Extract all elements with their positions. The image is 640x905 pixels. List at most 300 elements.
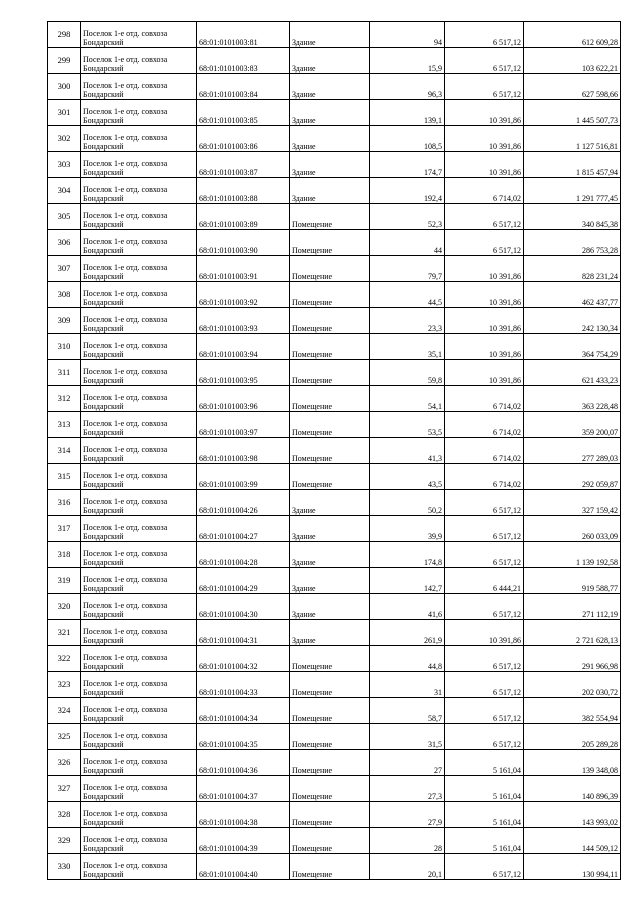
address-cell bbox=[81, 74, 197, 100]
address-line-2: Бондарский bbox=[83, 714, 124, 723]
cadastral-value-cell: 205 289,28 bbox=[524, 724, 621, 750]
row-number-cell: 319 bbox=[48, 568, 81, 594]
address-cell bbox=[81, 776, 197, 802]
cadastral-value-cell: 1 139 192,58 bbox=[524, 542, 621, 568]
address-line-2: Бондарский bbox=[83, 532, 124, 541]
cadastral-value-cell: 2 721 628,13 bbox=[524, 620, 621, 646]
cadastral-value-cell: 828 231,24 bbox=[524, 256, 621, 282]
cadastral-number-cell: 68:01:0101003:87 bbox=[197, 152, 290, 178]
address-cell bbox=[81, 828, 197, 854]
area-cell: 31 bbox=[370, 672, 445, 698]
area-cell: 44,5 bbox=[370, 282, 445, 308]
address-cell bbox=[81, 100, 197, 126]
area-cell: 15,9 bbox=[370, 48, 445, 74]
address-line-2: Бондарский bbox=[83, 350, 124, 359]
address-line-1: Посeлок 1-е отд. совхоза bbox=[83, 315, 168, 324]
area-cell: 96,3 bbox=[370, 74, 445, 100]
rate-cell: 6 517,12 bbox=[445, 646, 524, 672]
cadastral-number-cell: 68:01:0101004:36 bbox=[197, 750, 290, 776]
area-cell: 31,5 bbox=[370, 724, 445, 750]
row-number-cell: 323 bbox=[48, 672, 81, 698]
address-cell bbox=[81, 698, 197, 724]
object-type-cell: Помещение bbox=[290, 854, 370, 880]
table-row bbox=[48, 620, 621, 646]
address-cell bbox=[81, 854, 197, 880]
address-cell bbox=[81, 750, 197, 776]
rate-cell: 6 714,02 bbox=[445, 438, 524, 464]
table-row bbox=[48, 126, 621, 152]
cadastral-number-cell: 68:01:0101003:84 bbox=[197, 74, 290, 100]
address-cell bbox=[81, 412, 197, 438]
address-line-2: Бондарский bbox=[83, 766, 124, 775]
address-cell bbox=[81, 334, 197, 360]
object-type-cell: Помещение bbox=[290, 282, 370, 308]
address-line-2: Бондарский bbox=[83, 168, 124, 177]
object-type-cell: Помещение bbox=[290, 776, 370, 802]
address-line-2: Бондарский bbox=[83, 844, 124, 853]
area-cell: 41,3 bbox=[370, 438, 445, 464]
address-line-2: Бондарский bbox=[83, 688, 124, 697]
rate-cell: 6 444,21 bbox=[445, 568, 524, 594]
table-row bbox=[48, 776, 621, 802]
address-cell bbox=[81, 438, 197, 464]
table-body bbox=[48, 22, 621, 880]
row-number-cell: 320 bbox=[48, 594, 81, 620]
address-line-2: Бондарский bbox=[83, 870, 124, 879]
rate-cell: 6 517,12 bbox=[445, 204, 524, 230]
cadastral-number-cell: 68:01:0101003:91 bbox=[197, 256, 290, 282]
area-cell: 44,8 bbox=[370, 646, 445, 672]
cadastral-value-cell: 277 289,03 bbox=[524, 438, 621, 464]
address-cell bbox=[81, 22, 197, 48]
cadastral-number-cell: 68:01:0101003:81 bbox=[197, 22, 290, 48]
cadastral-number-cell: 68:01:0101004:29 bbox=[197, 568, 290, 594]
cadastral-value-cell: 144 509,12 bbox=[524, 828, 621, 854]
address-line-2: Бондарский bbox=[83, 376, 124, 385]
address-line-1: Посeлок 1-е отд. совхоза bbox=[83, 29, 168, 38]
address-line-2: Бондарский bbox=[83, 662, 124, 671]
table-row bbox=[48, 724, 621, 750]
cadastral-value-cell: 462 437,77 bbox=[524, 282, 621, 308]
cadastral-value-cell: 271 112,19 bbox=[524, 594, 621, 620]
address-line-2: Бондарский bbox=[83, 428, 124, 437]
rate-cell: 6 714,02 bbox=[445, 178, 524, 204]
area-cell: 27,3 bbox=[370, 776, 445, 802]
rate-cell: 10 391,86 bbox=[445, 126, 524, 152]
rate-cell: 10 391,86 bbox=[445, 282, 524, 308]
area-cell: 261,9 bbox=[370, 620, 445, 646]
cadastral-number-cell: 68:01:0101003:83 bbox=[197, 48, 290, 74]
cadastral-number-cell: 68:01:0101004:28 bbox=[197, 542, 290, 568]
address-line-1: Посeлок 1-е отд. совхоза bbox=[83, 185, 168, 194]
address-cell bbox=[81, 802, 197, 828]
address-line-1: Посeлок 1-е отд. совхоза bbox=[83, 471, 168, 480]
cadastral-number-cell: 68:01:0101004:30 bbox=[197, 594, 290, 620]
address-cell bbox=[81, 542, 197, 568]
cadastral-number-cell: 68:01:0101003:89 bbox=[197, 204, 290, 230]
object-type-cell: Здание bbox=[290, 100, 370, 126]
row-number-cell: 300 bbox=[48, 74, 81, 100]
cadastral-value-cell: 612 609,28 bbox=[524, 22, 621, 48]
area-cell: 192,4 bbox=[370, 178, 445, 204]
address-cell bbox=[81, 386, 197, 412]
cadastral-value-cell: 130 994,11 bbox=[524, 854, 621, 880]
address-line-1: Посeлок 1-е отд. совхоза bbox=[83, 523, 168, 532]
address-cell bbox=[81, 646, 197, 672]
address-line-2: Бондарский bbox=[83, 38, 124, 47]
address-cell bbox=[81, 516, 197, 542]
address-line-2: Бондарский bbox=[83, 246, 124, 255]
table-row bbox=[48, 152, 621, 178]
address-cell bbox=[81, 672, 197, 698]
cadastral-value-cell: 139 348,08 bbox=[524, 750, 621, 776]
object-type-cell: Здание bbox=[290, 620, 370, 646]
cadastral-value-cell: 1 127 516,81 bbox=[524, 126, 621, 152]
address-line-2: Бондарский bbox=[83, 64, 124, 73]
cadastral-value-cell: 103 622,21 bbox=[524, 48, 621, 74]
area-cell: 94 bbox=[370, 22, 445, 48]
area-cell: 50,2 bbox=[370, 490, 445, 516]
area-cell: 174,7 bbox=[370, 152, 445, 178]
row-number-cell: 307 bbox=[48, 256, 81, 282]
row-number-cell: 316 bbox=[48, 490, 81, 516]
object-type-cell: Помещение bbox=[290, 230, 370, 256]
rate-cell: 10 391,86 bbox=[445, 620, 524, 646]
address-line-1: Посeлок 1-е отд. совхоза bbox=[83, 81, 168, 90]
address-line-1: Посeлок 1-е отд. совхоза bbox=[83, 419, 168, 428]
rate-cell: 10 391,86 bbox=[445, 100, 524, 126]
rate-cell: 6 517,12 bbox=[445, 594, 524, 620]
rate-cell: 10 391,86 bbox=[445, 152, 524, 178]
address-cell bbox=[81, 256, 197, 282]
table-row bbox=[48, 256, 621, 282]
row-number-cell: 299 bbox=[48, 48, 81, 74]
cadastral-number-cell: 68:01:0101003:92 bbox=[197, 282, 290, 308]
cadastral-value-cell: 340 845,38 bbox=[524, 204, 621, 230]
cadastral-number-cell: 68:01:0101003:96 bbox=[197, 386, 290, 412]
area-cell: 139,1 bbox=[370, 100, 445, 126]
address-cell bbox=[81, 230, 197, 256]
address-line-2: Бондарский bbox=[83, 298, 124, 307]
table-row bbox=[48, 438, 621, 464]
object-type-cell: Помещение bbox=[290, 256, 370, 282]
area-cell: 58,7 bbox=[370, 698, 445, 724]
address-line-1: Посeлок 1-е отд. совхоза bbox=[83, 445, 168, 454]
cadastral-value-cell: 627 598,66 bbox=[524, 74, 621, 100]
rate-cell: 6 517,12 bbox=[445, 698, 524, 724]
table-row bbox=[48, 802, 621, 828]
rate-cell: 5 161,04 bbox=[445, 828, 524, 854]
table-row bbox=[48, 48, 621, 74]
address-cell bbox=[81, 282, 197, 308]
object-type-cell: Помещение bbox=[290, 802, 370, 828]
address-line-2: Бондарский bbox=[83, 610, 124, 619]
area-cell: 108,5 bbox=[370, 126, 445, 152]
table-row bbox=[48, 698, 621, 724]
object-type-cell: Здание bbox=[290, 48, 370, 74]
table-row bbox=[48, 542, 621, 568]
address-line-2: Бондарский bbox=[83, 324, 124, 333]
row-number-cell: 312 bbox=[48, 386, 81, 412]
object-type-cell: Здание bbox=[290, 516, 370, 542]
cadastral-number-cell: 68:01:0101003:98 bbox=[197, 438, 290, 464]
table-row bbox=[48, 828, 621, 854]
table-row bbox=[48, 178, 621, 204]
address-line-1: Посeлок 1-е отд. совхоза bbox=[83, 679, 168, 688]
row-number-cell: 322 bbox=[48, 646, 81, 672]
object-type-cell: Здание bbox=[290, 22, 370, 48]
address-line-1: Посeлок 1-е отд. совхоза bbox=[83, 341, 168, 350]
area-cell: 174,8 bbox=[370, 542, 445, 568]
object-type-cell: Здание bbox=[290, 594, 370, 620]
area-cell: 23,3 bbox=[370, 308, 445, 334]
area-cell: 59,8 bbox=[370, 360, 445, 386]
row-number-cell: 305 bbox=[48, 204, 81, 230]
cadastral-value-cell: 202 030,72 bbox=[524, 672, 621, 698]
area-cell: 142,7 bbox=[370, 568, 445, 594]
row-number-cell: 298 bbox=[48, 22, 81, 48]
cadastral-number-cell: 68:01:0101004:38 bbox=[197, 802, 290, 828]
row-number-cell: 306 bbox=[48, 230, 81, 256]
address-cell bbox=[81, 464, 197, 490]
rate-cell: 6 517,12 bbox=[445, 672, 524, 698]
table-row bbox=[48, 334, 621, 360]
area-cell: 43,5 bbox=[370, 464, 445, 490]
cadastral-value-cell: 140 896,39 bbox=[524, 776, 621, 802]
cadastral-value-cell: 919 588,77 bbox=[524, 568, 621, 594]
cadastral-number-cell: 68:01:0101003:99 bbox=[197, 464, 290, 490]
cadastral-number-cell: 68:01:0101004:40 bbox=[197, 854, 290, 880]
area-cell: 27,9 bbox=[370, 802, 445, 828]
row-number-cell: 327 bbox=[48, 776, 81, 802]
cadastral-number-cell: 68:01:0101004:27 bbox=[197, 516, 290, 542]
rate-cell: 6 517,12 bbox=[445, 854, 524, 880]
address-cell bbox=[81, 126, 197, 152]
table-row bbox=[48, 490, 621, 516]
address-line-2: Бондарский bbox=[83, 584, 124, 593]
cadastral-number-cell: 68:01:0101004:39 bbox=[197, 828, 290, 854]
table-row bbox=[48, 646, 621, 672]
object-type-cell: Здание bbox=[290, 152, 370, 178]
address-line-2: Бондарский bbox=[83, 818, 124, 827]
area-cell: 20,1 bbox=[370, 854, 445, 880]
area-cell: 44 bbox=[370, 230, 445, 256]
address-line-2: Бондарский bbox=[83, 454, 124, 463]
cadastral-number-cell: 68:01:0101004:37 bbox=[197, 776, 290, 802]
object-type-cell: Помещение bbox=[290, 828, 370, 854]
cadastral-value-cell: 260 033,09 bbox=[524, 516, 621, 542]
cadastral-value-cell: 359 200,07 bbox=[524, 412, 621, 438]
area-cell: 39,9 bbox=[370, 516, 445, 542]
rate-cell: 6 517,12 bbox=[445, 48, 524, 74]
rate-cell: 6 517,12 bbox=[445, 230, 524, 256]
cadastral-number-cell: 68:01:0101003:90 bbox=[197, 230, 290, 256]
object-type-cell: Помещение bbox=[290, 412, 370, 438]
area-cell: 52,3 bbox=[370, 204, 445, 230]
address-cell bbox=[81, 152, 197, 178]
address-cell bbox=[81, 594, 197, 620]
cadastral-number-cell: 68:01:0101003:94 bbox=[197, 334, 290, 360]
table-row bbox=[48, 464, 621, 490]
cadastral-value-cell: 621 433,23 bbox=[524, 360, 621, 386]
row-number-cell: 304 bbox=[48, 178, 81, 204]
object-type-cell: Помещение bbox=[290, 334, 370, 360]
row-number-cell: 302 bbox=[48, 126, 81, 152]
row-number-cell: 314 bbox=[48, 438, 81, 464]
object-type-cell: Помещение bbox=[290, 672, 370, 698]
property-table bbox=[47, 21, 621, 880]
table-row bbox=[48, 74, 621, 100]
table-row bbox=[48, 386, 621, 412]
row-number-cell: 311 bbox=[48, 360, 81, 386]
address-line-1: Посeлок 1-е отд. совхоза bbox=[83, 653, 168, 662]
row-number-cell: 313 bbox=[48, 412, 81, 438]
object-type-cell: Помещение bbox=[290, 360, 370, 386]
table-row bbox=[48, 516, 621, 542]
object-type-cell: Здание bbox=[290, 178, 370, 204]
rate-cell: 6 517,12 bbox=[445, 516, 524, 542]
address-cell bbox=[81, 724, 197, 750]
address-line-1: Посeлок 1-е отд. совхоза bbox=[83, 627, 168, 636]
address-line-1: Посeлок 1-е отд. совхоза bbox=[83, 601, 168, 610]
cadastral-value-cell: 1 291 777,45 bbox=[524, 178, 621, 204]
row-number-cell: 328 bbox=[48, 802, 81, 828]
cadastral-value-cell: 363 228,48 bbox=[524, 386, 621, 412]
rate-cell: 5 161,04 bbox=[445, 802, 524, 828]
address-line-1: Посeлок 1-е отд. совхоза bbox=[83, 861, 168, 870]
address-line-1: Посeлок 1-е отд. совхоза bbox=[83, 211, 168, 220]
object-type-cell: Здание bbox=[290, 542, 370, 568]
address-line-1: Посeлок 1-е отд. совхоза bbox=[83, 835, 168, 844]
cadastral-value-cell: 291 966,98 bbox=[524, 646, 621, 672]
cadastral-number-cell: 68:01:0101003:85 bbox=[197, 100, 290, 126]
cadastral-number-cell: 68:01:0101004:35 bbox=[197, 724, 290, 750]
address-line-2: Бондарский bbox=[83, 506, 124, 515]
cadastral-value-cell: 382 554,94 bbox=[524, 698, 621, 724]
cadastral-value-cell: 1 445 507,73 bbox=[524, 100, 621, 126]
address-cell bbox=[81, 204, 197, 230]
object-type-cell: Здание bbox=[290, 568, 370, 594]
row-number-cell: 315 bbox=[48, 464, 81, 490]
address-line-1: Посeлок 1-е отд. совхоза bbox=[83, 757, 168, 766]
rate-cell: 10 391,86 bbox=[445, 256, 524, 282]
table-row bbox=[48, 854, 621, 880]
address-line-1: Посeлок 1-е отд. совхоза bbox=[83, 237, 168, 246]
rate-cell: 6 714,02 bbox=[445, 386, 524, 412]
address-line-1: Посeлок 1-е отд. совхоза bbox=[83, 783, 168, 792]
address-line-2: Бондарский bbox=[83, 558, 124, 567]
object-type-cell: Помещение bbox=[290, 750, 370, 776]
address-line-1: Посeлок 1-е отд. совхоза bbox=[83, 497, 168, 506]
address-cell bbox=[81, 620, 197, 646]
address-cell bbox=[81, 490, 197, 516]
address-line-1: Посeлок 1-е отд. совхоза bbox=[83, 705, 168, 714]
row-number-cell: 310 bbox=[48, 334, 81, 360]
address-line-1: Посeлок 1-е отд. совхоза bbox=[83, 393, 168, 402]
table-row bbox=[48, 412, 621, 438]
object-type-cell: Помещение bbox=[290, 646, 370, 672]
address-cell bbox=[81, 48, 197, 74]
object-type-cell: Здание bbox=[290, 126, 370, 152]
rate-cell: 6 517,12 bbox=[445, 74, 524, 100]
area-cell: 54,1 bbox=[370, 386, 445, 412]
object-type-cell: Помещение bbox=[290, 204, 370, 230]
rate-cell: 6 517,12 bbox=[445, 542, 524, 568]
table-row bbox=[48, 204, 621, 230]
object-type-cell: Здание bbox=[290, 490, 370, 516]
address-cell bbox=[81, 178, 197, 204]
row-number-cell: 309 bbox=[48, 308, 81, 334]
table-row bbox=[48, 594, 621, 620]
cadastral-value-cell: 286 753,28 bbox=[524, 230, 621, 256]
address-line-2: Бондарский bbox=[83, 402, 124, 411]
area-cell: 79,7 bbox=[370, 256, 445, 282]
cadastral-number-cell: 68:01:0101003:95 bbox=[197, 360, 290, 386]
row-number-cell: 325 bbox=[48, 724, 81, 750]
address-line-1: Посeлок 1-е отд. совхоза bbox=[83, 133, 168, 142]
address-line-2: Бондарский bbox=[83, 116, 124, 125]
cadastral-number-cell: 68:01:0101004:26 bbox=[197, 490, 290, 516]
rate-cell: 6 714,02 bbox=[445, 412, 524, 438]
table-row bbox=[48, 308, 621, 334]
row-number-cell: 318 bbox=[48, 542, 81, 568]
address-cell bbox=[81, 360, 197, 386]
object-type-cell: Помещение bbox=[290, 724, 370, 750]
cadastral-number-cell: 68:01:0101004:34 bbox=[197, 698, 290, 724]
row-number-cell: 301 bbox=[48, 100, 81, 126]
area-cell: 41,6 bbox=[370, 594, 445, 620]
table-row bbox=[48, 672, 621, 698]
address-line-1: Посeлок 1-е отд. совхоза bbox=[83, 575, 168, 584]
table-row bbox=[48, 360, 621, 386]
address-line-2: Бондарский bbox=[83, 220, 124, 229]
table-row bbox=[48, 22, 621, 48]
row-number-cell: 303 bbox=[48, 152, 81, 178]
cadastral-value-cell: 327 159,42 bbox=[524, 490, 621, 516]
address-line-2: Бондарский bbox=[83, 194, 124, 203]
row-number-cell: 324 bbox=[48, 698, 81, 724]
rate-cell: 10 391,86 bbox=[445, 360, 524, 386]
rate-cell: 6 517,12 bbox=[445, 22, 524, 48]
table-row bbox=[48, 282, 621, 308]
area-cell: 53,5 bbox=[370, 412, 445, 438]
address-line-1: Посeлок 1-е отд. совхоза bbox=[83, 367, 168, 376]
address-cell bbox=[81, 568, 197, 594]
area-cell: 28 bbox=[370, 828, 445, 854]
object-type-cell: Здание bbox=[290, 74, 370, 100]
address-line-1: Посeлок 1-е отд. совхоза bbox=[83, 809, 168, 818]
cadastral-number-cell: 68:01:0101004:33 bbox=[197, 672, 290, 698]
address-line-2: Бондарский bbox=[83, 792, 124, 801]
address-cell bbox=[81, 308, 197, 334]
address-line-2: Бондарский bbox=[83, 636, 124, 645]
object-type-cell: Помещение bbox=[290, 464, 370, 490]
address-line-2: Бондарский bbox=[83, 90, 124, 99]
cadastral-number-cell: 68:01:0101003:86 bbox=[197, 126, 290, 152]
address-line-1: Посeлок 1-е отд. совхоза bbox=[83, 263, 168, 272]
address-line-2: Бондарский bbox=[83, 142, 124, 151]
rate-cell: 10 391,86 bbox=[445, 308, 524, 334]
row-number-cell: 330 bbox=[48, 854, 81, 880]
cadastral-value-cell: 364 754,29 bbox=[524, 334, 621, 360]
table-row bbox=[48, 750, 621, 776]
address-line-2: Бондарский bbox=[83, 740, 124, 749]
area-cell: 35,1 bbox=[370, 334, 445, 360]
cadastral-number-cell: 68:01:0101003:88 bbox=[197, 178, 290, 204]
address-line-1: Посeлок 1-е отд. совхоза bbox=[83, 159, 168, 168]
address-line-1: Посeлок 1-е отд. совхоза bbox=[83, 107, 168, 116]
rate-cell: 6 714,02 bbox=[445, 464, 524, 490]
